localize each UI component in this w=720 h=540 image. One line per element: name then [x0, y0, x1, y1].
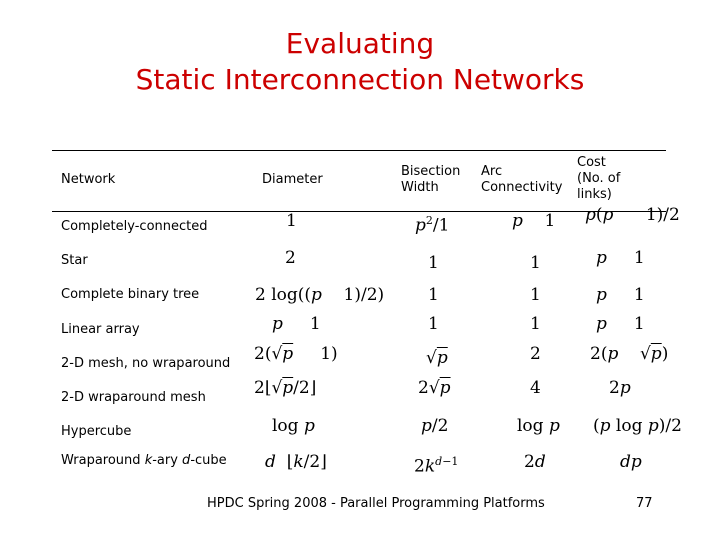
- cost-value: 2p: [609, 378, 631, 398]
- table-header-rule: [52, 211, 666, 212]
- network-name-prefix: Wraparound: [61, 453, 145, 468]
- header-arc-line1: Arc: [481, 164, 503, 179]
- diameter-value: 2: [285, 248, 296, 268]
- arc-value: 1: [530, 253, 541, 273]
- arc-value: 1: [530, 314, 541, 334]
- network-name: Complete binary tree: [61, 287, 200, 302]
- bisection-value: $2k^{d-1}$: [414, 455, 459, 477]
- bisection-value: √p: [426, 348, 448, 368]
- cost-value: dp: [620, 452, 642, 472]
- diameter-value: log p: [272, 416, 315, 436]
- bisection-value: p/2: [421, 416, 449, 436]
- network-name: 2-D mesh, no wraparound: [61, 356, 231, 371]
- bisection-value: $p^2/1$: [415, 214, 450, 236]
- table-top-rule: [52, 150, 666, 151]
- network-name: 2-D wraparound mesh: [61, 390, 206, 405]
- header-cost-line2: (No. of: [577, 171, 621, 186]
- header-arc-line2: Connectivity: [481, 180, 563, 195]
- diameter-value: d ⌊k/2⌋: [265, 452, 327, 472]
- cost-value: 2(p √p): [590, 344, 669, 364]
- network-name: Linear array: [61, 322, 140, 337]
- diameter-value: 2⌊√p/2⌋: [254, 378, 317, 398]
- header-arc-connectivity: [481, 164, 562, 196]
- cost-value: p 1: [596, 314, 645, 334]
- network-name-suffix: -cube: [190, 453, 227, 468]
- bisection-value: 2√p: [418, 378, 451, 398]
- network-name: Completely-connected: [61, 219, 208, 234]
- diameter-value: 2 log((p 1)/2): [255, 285, 385, 305]
- header-bisection-width: [401, 164, 460, 196]
- bisection-value: 1: [428, 285, 439, 305]
- header-diameter: Diameter: [262, 172, 323, 187]
- cost-value: p(p 1)/2: [585, 205, 680, 225]
- arc-value: log p: [517, 416, 560, 436]
- arc-value: 1: [530, 285, 541, 305]
- diameter-value: 2(√p 1): [254, 344, 338, 364]
- diameter-value: p 1: [272, 314, 321, 334]
- header-cost-line1: Cost: [577, 155, 606, 170]
- title-line-2: Static Interconnection Networks: [135, 63, 585, 96]
- arc-value: 4: [530, 378, 541, 398]
- arc-value: 2: [530, 344, 541, 364]
- network-name-d: d: [182, 453, 191, 468]
- cost-value: p 1: [596, 248, 645, 268]
- page-number: 77: [636, 496, 653, 511]
- header-network: Network: [61, 172, 116, 187]
- network-name-mid: -ary: [152, 453, 183, 468]
- header-bisection-line2: Width: [401, 180, 439, 195]
- cost-value: (p log p)/2: [593, 416, 682, 436]
- footer-text: HPDC Spring 2008 - Parallel Programming Platforms: [207, 496, 545, 511]
- network-name: Star: [61, 253, 88, 268]
- network-name: [61, 453, 227, 469]
- header-bisection-line1: Bisection: [401, 164, 461, 179]
- cost-value: p 1: [596, 285, 645, 305]
- bisection-value: 1: [428, 314, 439, 334]
- arc-value: p 1: [512, 211, 556, 231]
- network-name: Hypercube: [61, 424, 132, 439]
- diameter-value: 1: [286, 211, 297, 231]
- network-name-k: k: [144, 453, 153, 468]
- header-cost-line3: links): [577, 187, 612, 202]
- bisection-value: 1: [428, 253, 439, 273]
- arc-value: 2d: [524, 452, 546, 472]
- title-line-1: Evaluating: [285, 27, 435, 60]
- header-cost: [577, 155, 620, 203]
